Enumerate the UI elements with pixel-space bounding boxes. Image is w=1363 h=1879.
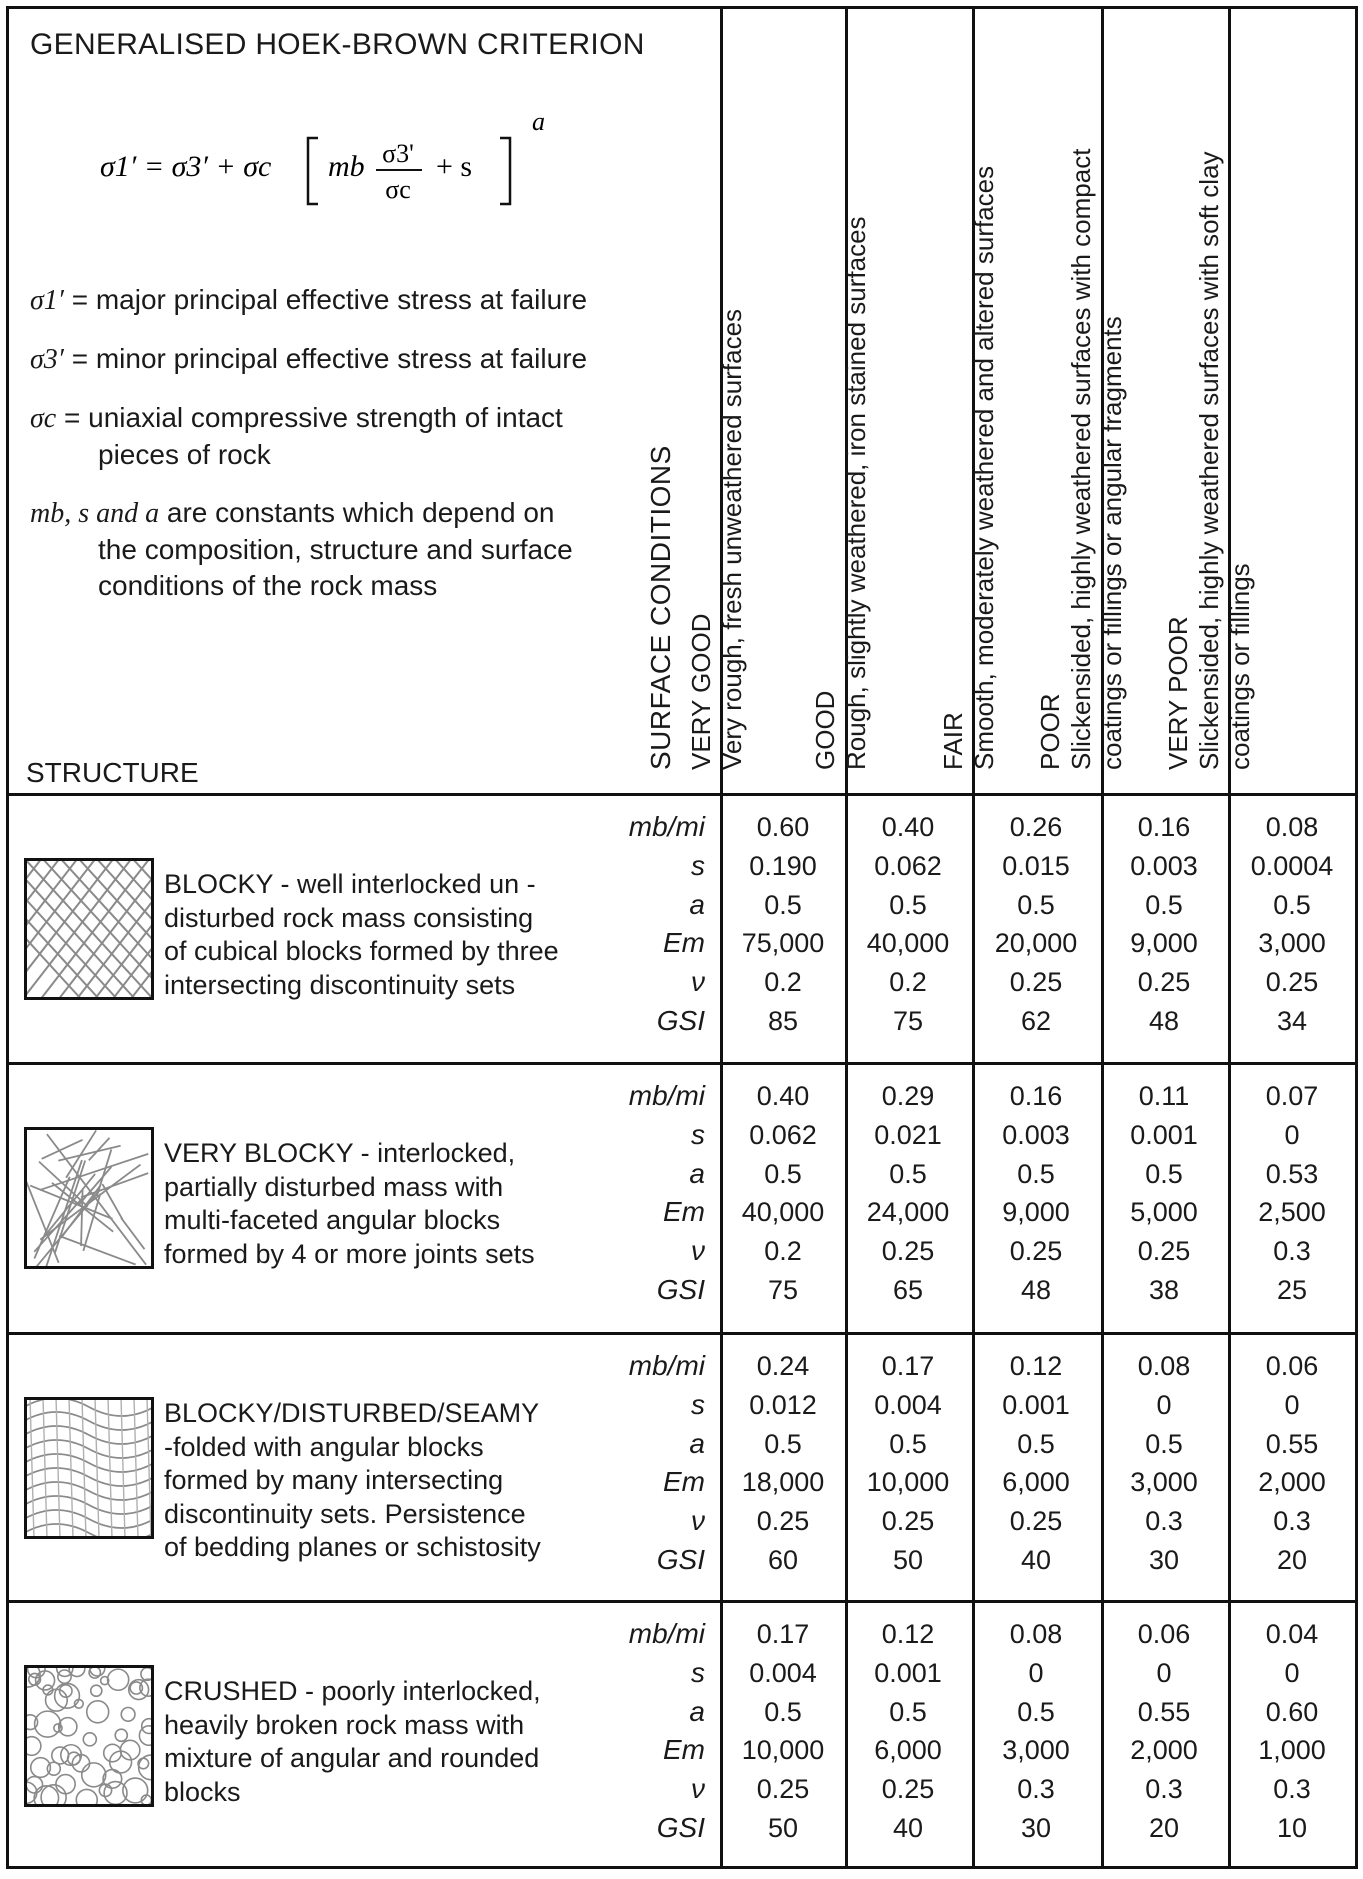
grade-description: Rough, slightly weathered, iron stained surfaces (841, 216, 871, 770)
value-cell: 0.25 (1137, 967, 1191, 998)
value-cell: 40 (892, 1812, 924, 1843)
value-cell: 34 (1276, 1005, 1308, 1036)
value-cell: 0.60 (1265, 1696, 1319, 1727)
value-cell: 0 (1156, 1657, 1172, 1688)
parameter-label: Em (663, 1466, 705, 1498)
value-cell: 0.04 (1265, 1619, 1319, 1649)
value-cell: 0.5 (1017, 1428, 1055, 1459)
value-cell: 0.004 (749, 1657, 817, 1688)
parameter-label: GSI (656, 1004, 705, 1036)
formula-lhs: σ1′ = σ3′ + σc (100, 150, 272, 183)
grade-description: coatings or fillings (1225, 563, 1255, 770)
value-cell: 20 (1148, 1812, 1180, 1843)
description-line: CRUSHED - poorly interlocked, (164, 1676, 541, 1706)
value-cell: 20,000 (994, 928, 1078, 959)
value-column (974, 1347, 1098, 1580)
value-cell: 0.003 (1002, 1119, 1070, 1150)
value-cell: 5,000 (1130, 1197, 1198, 1228)
value-cell: 0.26 (1009, 812, 1063, 842)
value-cell: 62 (1020, 1005, 1052, 1036)
value-cell: 0.17 (881, 1351, 935, 1381)
value-cell: 0.5 (1273, 889, 1311, 920)
crushed-pattern-icon (24, 1665, 154, 1807)
value-cell: 40 (1020, 1544, 1052, 1575)
description-line: VERY BLOCKY - interlocked, (164, 1138, 516, 1168)
grade-label: FAIR (938, 712, 968, 770)
value-column (974, 1615, 1098, 1848)
parameter-label: mb/mi (628, 1080, 705, 1111)
value-cell: 18,000 (741, 1467, 825, 1498)
value-cell: 0.5 (889, 889, 927, 920)
blocky-pattern-icon (24, 858, 154, 1000)
value-cell: 0.08 (1009, 1619, 1063, 1649)
structure-description (164, 868, 614, 1002)
parameter-labels (615, 808, 705, 1041)
parameter-label: Em (663, 1734, 705, 1766)
column-header-text (938, 166, 1000, 770)
parameter-label: ν (691, 1505, 705, 1537)
table-border-left (6, 6, 9, 1869)
value-cell: 3,000 (1002, 1735, 1070, 1766)
value-column (974, 808, 1098, 1041)
value-cell: 3,000 (1130, 1467, 1198, 1498)
row-divider (6, 1332, 1358, 1335)
grade-label: GOOD (810, 690, 840, 770)
value-cell: 0.55 (1265, 1428, 1319, 1459)
value-cell: 0.25 (881, 1774, 935, 1805)
value-cell: 0.25 (1137, 1236, 1191, 1267)
value-cell: 24,000 (866, 1197, 950, 1228)
parameter-label: ν (691, 1235, 705, 1267)
value-cell: 0.3 (1273, 1236, 1311, 1267)
value-cell: 60 (767, 1544, 799, 1575)
value-cell: 0 (1028, 1657, 1044, 1688)
value-cell: 0.5 (1145, 1428, 1183, 1459)
parameter-label: GSI (656, 1811, 705, 1843)
right-bracket (500, 138, 510, 204)
parameter-label: a (689, 888, 705, 920)
value-cell: 0.16 (1009, 1081, 1063, 1111)
value-column (721, 1077, 845, 1310)
column-header-text (1035, 149, 1128, 770)
column-header-text (686, 309, 748, 770)
value-cell: 0.3 (1273, 1506, 1311, 1537)
structure-description (164, 1675, 614, 1809)
value-cell: 0.25 (881, 1506, 935, 1537)
value-cell: 85 (767, 1005, 799, 1036)
value-cell: 0.001 (1130, 1119, 1198, 1150)
parameter-label: Em (663, 1196, 705, 1228)
very-blocky-pattern-icon (24, 1127, 154, 1269)
value-cell: 0.08 (1137, 1351, 1191, 1381)
value-cell: 3,000 (1258, 928, 1326, 959)
value-cell: 0.25 (1265, 967, 1319, 998)
formula-numerator: σ3' (382, 139, 414, 168)
value-column (721, 808, 845, 1041)
value-cell: 0.2 (764, 1236, 802, 1267)
value-column (1230, 1347, 1354, 1580)
value-column (721, 1615, 845, 1848)
value-cell: 0.5 (1017, 1696, 1055, 1727)
value-cell: 0.5 (764, 1696, 802, 1727)
parameter-label: GSI (656, 1543, 705, 1575)
row-divider (6, 1062, 1358, 1065)
parameter-label: Em (663, 927, 705, 959)
description-line: partially disturbed mass with (164, 1171, 504, 1202)
parameter-label: ν (691, 966, 705, 998)
table-border-bottom (6, 1866, 1358, 1869)
grade-description: coatings or fillings or angular fragments (1097, 316, 1127, 770)
value-cell: 0.29 (881, 1081, 935, 1111)
value-column (721, 1347, 845, 1580)
parameter-label: mb/mi (628, 1350, 705, 1381)
value-cell: 10,000 (866, 1467, 950, 1498)
value-cell: 0.062 (749, 1119, 817, 1150)
value-cell: 0.55 (1137, 1696, 1191, 1727)
value-cell: 0.53 (1265, 1158, 1319, 1189)
value-cell: 0.25 (1009, 1236, 1063, 1267)
table-border-right (1355, 6, 1358, 1869)
definition-constants: mb, s and a are constants which depend on the composition, structure and surface conditions of the rock mass (30, 497, 573, 601)
criterion-title: GENERALISED HOEK-BROWN CRITERION (30, 28, 645, 61)
grade-description: Smooth, moderately weathered and altered surfaces (969, 165, 999, 770)
value-cell: 0.06 (1265, 1351, 1319, 1381)
value-cell: 0.3 (1017, 1774, 1055, 1805)
grade-label: VERY POOR (1163, 616, 1193, 770)
value-cell: 0.25 (1009, 967, 1063, 998)
value-cell: 6,000 (874, 1735, 942, 1766)
value-cell: 0.2 (764, 967, 802, 998)
parameter-label: a (689, 1157, 705, 1189)
formula-plus-s: + s (436, 150, 473, 183)
value-column (1230, 1077, 1354, 1310)
value-cell: 0.5 (764, 1158, 802, 1189)
value-cell: 0.012 (749, 1389, 817, 1420)
value-cell: 2,000 (1130, 1735, 1198, 1766)
row-divider (6, 793, 1358, 796)
description-line: of cubical blocks formed by three (164, 936, 559, 966)
value-cell: 9,000 (1130, 928, 1198, 959)
value-cell: 0.07 (1265, 1081, 1319, 1111)
value-cell: 65 (892, 1274, 924, 1305)
value-cell: 0.25 (756, 1774, 810, 1805)
parameter-label: s (691, 1118, 705, 1150)
value-cell: 30 (1148, 1544, 1180, 1575)
value-cell: 0.11 (1138, 1081, 1190, 1111)
value-cell: 0.12 (881, 1619, 935, 1649)
value-cell: 0.0004 (1250, 850, 1334, 881)
value-cell: 0.001 (874, 1657, 942, 1688)
value-cell: 0.17 (756, 1619, 810, 1649)
value-column (1102, 1347, 1226, 1580)
description-line: -folded with angular blocks (164, 1431, 484, 1462)
value-cell: 0.3 (1145, 1774, 1183, 1805)
value-cell: 0.40 (756, 1081, 810, 1111)
parameter-label: s (691, 849, 705, 881)
value-cell: 0 (1284, 1389, 1300, 1420)
parameter-label: GSI (656, 1273, 705, 1305)
formula-exponent: a (532, 108, 545, 136)
parameter-labels (615, 1077, 705, 1310)
parameter-label: s (691, 1388, 705, 1420)
value-column (1102, 808, 1226, 1041)
parameter-label: a (689, 1427, 705, 1459)
value-column (1230, 808, 1354, 1041)
parameter-label: ν (691, 1773, 705, 1805)
column-header-text (810, 216, 872, 770)
row-divider (6, 1600, 1358, 1603)
value-cell: 50 (767, 1812, 799, 1843)
parameter-label: mb/mi (628, 1618, 705, 1649)
value-cell: 0.5 (1145, 889, 1183, 920)
description-line: disturbed rock mass consisting (164, 902, 534, 933)
parameter-label: mb/mi (628, 811, 705, 842)
parameter-labels (615, 1347, 705, 1580)
parameter-labels (615, 1615, 705, 1848)
value-column (1230, 1615, 1354, 1848)
value-cell: 0.25 (1009, 1506, 1063, 1537)
value-cell: 2,000 (1258, 1467, 1326, 1498)
value-cell: 50 (892, 1544, 924, 1575)
value-column (846, 1347, 970, 1580)
description-line: intersecting discontinuity sets (164, 969, 516, 1000)
definition-sigmac: σc = uniaxial compressive strength of intact pieces of rock (30, 402, 563, 470)
value-cell: 0.190 (749, 850, 817, 881)
description-line: BLOCKY/DISTURBED/SEAMY (164, 1398, 540, 1428)
value-cell: 0.06 (1137, 1619, 1191, 1649)
value-cell: 0.5 (889, 1158, 927, 1189)
value-cell: 6,000 (1002, 1467, 1070, 1498)
grade-description: Slickensided, highly weathered surfaces with compact (1066, 148, 1096, 770)
value-cell: 10 (1276, 1812, 1308, 1843)
parameter-label: s (691, 1656, 705, 1688)
value-cell: 48 (1148, 1005, 1180, 1036)
definition-sigma3: σ3′ = minor principal effective stress at failure (30, 343, 588, 375)
formula-mb: mb (328, 150, 365, 183)
description-line: mixture of angular and rounded (164, 1743, 540, 1773)
blocky-disturbed-seamy-pattern-icon (24, 1397, 154, 1539)
grade-label: POOR (1035, 693, 1065, 770)
value-column (974, 1077, 1098, 1310)
description-line: BLOCKY - well interlocked un - (164, 869, 536, 899)
value-column (1102, 1077, 1226, 1310)
value-cell: 0.3 (1145, 1506, 1183, 1537)
surface-conditions-label: SURFACE CONDITIONS (645, 445, 676, 770)
value-cell: 0 (1284, 1119, 1300, 1150)
value-cell: 0.015 (1002, 850, 1070, 881)
value-cell: 0.5 (889, 1428, 927, 1459)
description-line: discontinuity sets. Persistence (164, 1498, 526, 1529)
parameter-label: a (689, 1695, 705, 1727)
value-cell: 2,500 (1258, 1197, 1326, 1228)
value-cell: 1,000 (1258, 1735, 1326, 1766)
structure-label: STRUCTURE (26, 757, 199, 788)
definitions-list (30, 282, 587, 626)
description-line: formed by many intersecting (164, 1465, 504, 1495)
structure-description (164, 1137, 614, 1271)
value-cell: 0.5 (1017, 1158, 1055, 1189)
value-cell: 0.3 (1273, 1774, 1311, 1805)
description-line: multi-faceted angular blocks (164, 1205, 501, 1235)
value-cell: 75,000 (741, 928, 825, 959)
value-cell: 48 (1020, 1274, 1052, 1305)
value-cell: 25 (1276, 1274, 1308, 1305)
value-cell: 0.5 (764, 1428, 802, 1459)
value-column (846, 1077, 970, 1310)
value-cell: 0 (1284, 1657, 1300, 1688)
value-cell: 0.25 (756, 1506, 810, 1537)
grade-description: Very rough, fresh unweathered surfaces (717, 308, 747, 770)
description-line: blocks (164, 1776, 241, 1807)
value-cell: 9,000 (1002, 1197, 1070, 1228)
value-cell: 40,000 (866, 928, 950, 959)
structure-description (164, 1397, 614, 1565)
value-cell: 0.24 (756, 1351, 810, 1381)
hoek-brown-formula (100, 108, 580, 218)
value-cell: 0.5 (889, 1696, 927, 1727)
table-border-top (6, 6, 1358, 9)
value-cell: 0.004 (874, 1389, 942, 1420)
value-cell: 10,000 (741, 1735, 825, 1766)
value-cell: 0.40 (881, 812, 935, 842)
value-cell: 0.5 (764, 889, 802, 920)
left-bracket (308, 138, 318, 204)
value-column (1102, 1615, 1226, 1848)
value-cell: 20 (1276, 1544, 1308, 1575)
grade-description: Slickensided, highly weathered surfaces with soft clay (1194, 151, 1224, 770)
value-cell: 0.5 (1145, 1158, 1183, 1189)
value-cell: 40,000 (741, 1197, 825, 1228)
column-header-text (1163, 151, 1256, 770)
value-cell: 0.12 (1009, 1351, 1063, 1381)
value-cell: 38 (1148, 1274, 1180, 1305)
value-cell: 0.5 (1017, 889, 1055, 920)
value-cell: 75 (892, 1005, 924, 1036)
value-cell: 0.16 (1137, 812, 1191, 842)
value-column (846, 808, 970, 1041)
value-cell: 0.25 (881, 1236, 935, 1267)
value-cell: 75 (767, 1274, 799, 1305)
value-cell: 0.021 (874, 1119, 942, 1150)
value-cell: 30 (1020, 1812, 1052, 1843)
description-line: formed by 4 or more joints sets (164, 1238, 535, 1269)
value-cell: 0.062 (874, 850, 942, 881)
value-cell: 0.08 (1265, 812, 1319, 842)
formula-denominator: σc (385, 175, 411, 204)
value-cell: 0 (1156, 1389, 1172, 1420)
definition-sigma1: σ1′ = major principal effective stress at failure (30, 284, 588, 316)
value-cell: 0.2 (889, 967, 927, 998)
grade-label: VERY GOOD (686, 613, 716, 770)
value-column (846, 1615, 970, 1848)
value-cell: 0.001 (1002, 1389, 1070, 1420)
value-cell: 0.003 (1130, 850, 1198, 881)
description-line: of bedding planes or schistosity (164, 1532, 541, 1562)
value-cell: 0.60 (756, 812, 810, 842)
description-line: heavily broken rock mass with (164, 1709, 525, 1740)
